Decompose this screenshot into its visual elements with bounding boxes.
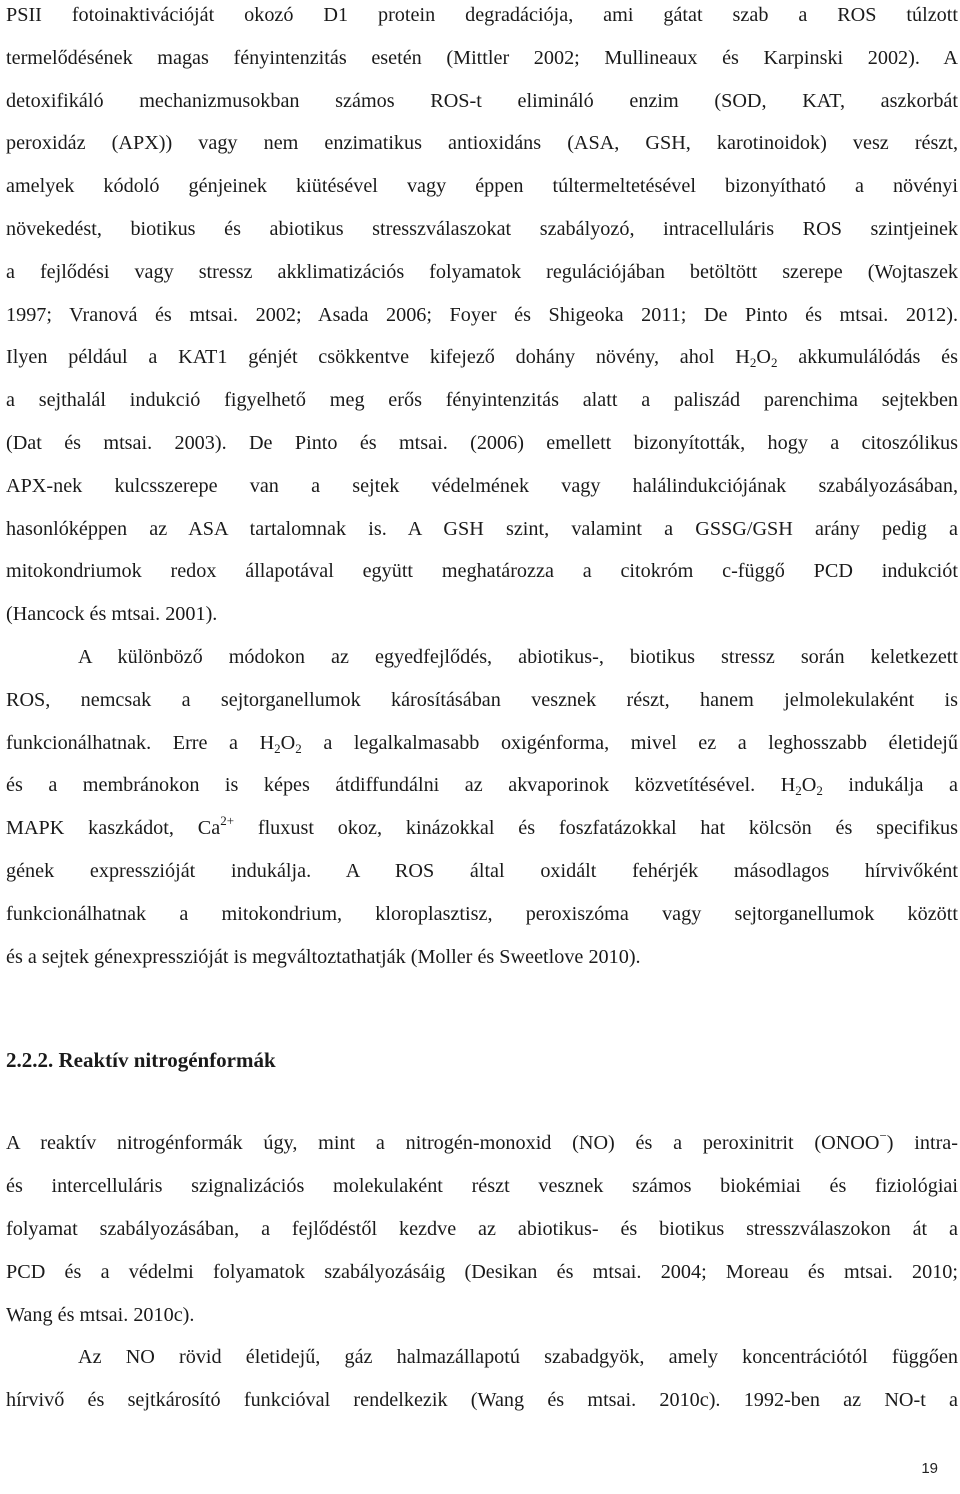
document-page — [6, 0, 958, 1422]
text-line: PSII fotoinaktivációját okozó D1 protein degradációja, ami gátat szab a ROS túlzott — [6, 4, 958, 26]
text-segment: funkcionálhatnak. Erre a H — [6, 731, 275, 754]
subscript: 2 — [274, 740, 281, 756]
page-number: 19 — [921, 1460, 938, 1477]
text-line: Az NO rövid életidejű, gáz halmazállapotú szabadgyök, amely koncentrációtól függően — [78, 1346, 958, 1369]
text-line: A különböző módokon az egyedfejlődés, abiotikus-, biotikus stressz során keletkezett — [78, 645, 958, 668]
superscript: 2+ — [220, 813, 235, 829]
text-segment: MAPK kaszkádot, Ca — [6, 817, 221, 840]
paragraph-3 — [6, 1122, 958, 1336]
superscript: − — [879, 1128, 887, 1144]
text-line: amelyek kódoló génjeinek kiütésével vagy éppen túltermeltetésével bizonyítható a növényi — [6, 175, 958, 198]
text-line: hírvivő és sejtkárosító funkcióval rendelkezik (Wang és mtsai. 2010c). 1992-ben az NO-t a — [6, 1389, 958, 1412]
section-heading: 2.2.2. Reaktív nitrogénformák — [6, 1048, 276, 1073]
text-line: (Dat és mtsai. 2003). De Pinto és mtsai. (2006) emellett bizonyították, hogy a citoszólikus — [6, 431, 958, 454]
paragraph-4 — [6, 1336, 958, 1422]
text-segment: ) intra- — [886, 1132, 958, 1155]
text-segment: Ilyen például a KAT1 génjét csökkentve kifejező dohány növény, ahol H — [6, 346, 750, 369]
paragraph-2 — [6, 636, 958, 978]
text-line: hasonlóképpen az ASA tartalomnak is. A GSH szint, valamint a GSSG/GSH arány pedig a — [6, 517, 958, 540]
text-segment: A reaktív nitrogénformák úgy, mint a nitrogén-monoxid (NO) és a peroxinitrit (ONOO — [6, 1132, 880, 1155]
text-line: és a sejtek génexpresszióját is megváltoztathatják (Moller és Sweetlove 2010). — [6, 945, 641, 968]
text-line: termelődésének magas fényintenzitás esetén (Mittler 2002; Mullineaux és Karpinski 2002). A — [6, 46, 958, 69]
text-line — [6, 807, 958, 850]
text-line — [6, 722, 958, 765]
text-line: folyamat szabályozásában, a fejlődéstől kezdve az abiotikus- és biotikus stresszválaszokon át a — [6, 1217, 958, 1240]
text-line — [6, 336, 958, 379]
text-line: peroxidáz (APX)) vagy nem enzimatikus antioxidáns (ASA, GSH, karotinoidok) vesz részt, — [6, 132, 958, 155]
paragraph-1 — [6, 0, 958, 636]
text-line: növekedést, biotikus és abiotikus stresszválaszokat szabályozó, intracelluláris ROS szintjeinek — [6, 217, 958, 240]
text-line: (Hancock és mtsai. 2001). — [6, 603, 218, 626]
text-line: ROS, nemcsak a sejtorganellumok károsításában vesznek részt, hanem jelmolekulaként is — [6, 688, 958, 711]
text-line: funkcionálhatnak a mitokondrium, kloroplasztisz, peroxiszóma vagy sejtorganellumok között — [6, 902, 958, 925]
text-segment: fluxust okoz, kinázokkal és foszfatázokkal hat kölcsön és specifikus — [234, 817, 959, 840]
spacer — [6, 1082, 958, 1122]
text-line: és intercelluláris szignalizációs molekulaként részt vesznek számos biokémiai és fiziológiai — [6, 1175, 958, 1198]
text-line — [6, 1122, 958, 1165]
spacer — [6, 978, 958, 1038]
subscript: 2 — [795, 783, 802, 799]
text-line: 1997; Vranová és mtsai. 2002; Asada 2006; Foyer és Shigeoka 2011; De Pinto és mtsai. 2012). — [6, 303, 958, 326]
text-line: mitokondriumok redox állapotával együtt meghatározza a citokróm c-függő PCD indukciót — [6, 560, 958, 583]
text-line — [6, 764, 958, 807]
text-line: a fejlődési vagy stressz akklimatizációs folyamatok regulációjában betöltött szerepe (Wojtaszek — [6, 260, 958, 283]
text-segment: O — [756, 346, 771, 369]
subscript: 2 — [295, 740, 302, 756]
text-line: APX-nek kulcsszerepe van a sejtek védelmének vagy halálindukciójának szabályozásában, — [6, 474, 958, 497]
text-segment: és a membránokon is képes átdiffundálni az akvaporinok közvetítésével. H — [6, 774, 796, 797]
text-segment: akkumulálódás és — [777, 346, 958, 369]
text-segment: O — [280, 731, 296, 754]
subscript: 2 — [816, 783, 823, 799]
text-line: Wang és mtsai. 2010c). — [6, 1303, 195, 1326]
text-line: PCD és a védelmi folyamatok szabályozásáig (Desikan és mtsai. 2004; Moreau és mtsai. 2010; — [6, 1260, 958, 1283]
subscript: 2 — [749, 355, 757, 371]
text-segment: O — [801, 774, 817, 797]
text-line: a sejthalál indukció figyelhető meg erős fényintenzitás alatt a paliszád parenchima sejtekben — [6, 389, 958, 412]
text-line: detoxifikáló mechanizmusokban számos ROS-t elimináló enzim (SOD, KAT, aszkorbát — [6, 89, 958, 112]
text-line: gének expresszióját indukálja. A ROS által oxidált fehérjék másodlagos hírvivőként — [6, 859, 958, 882]
subscript: 2 — [770, 355, 778, 371]
text-segment: a legalkalmasabb oxigénforma, mivel ez a leghosszabb életidejű — [301, 731, 958, 754]
text-segment: indukálja a — [822, 774, 958, 797]
